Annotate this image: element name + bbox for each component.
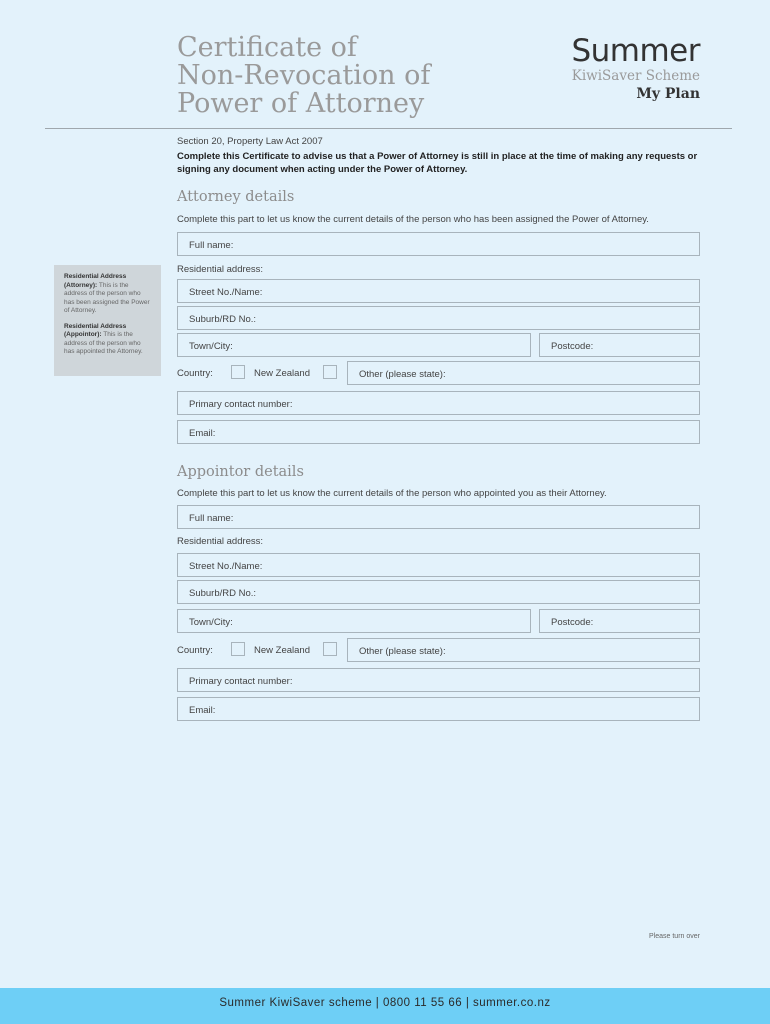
attorney-country-label: Country: (177, 368, 213, 379)
appointor-full-name-field[interactable]: Full name: (177, 505, 700, 529)
appointor-country-row (177, 638, 700, 662)
brand-name: Summer (571, 33, 700, 69)
turn-over-note: Please turn over (649, 933, 700, 940)
sidenote-appointor-text: This is the address of the person who has appointed the Attorney. (64, 331, 143, 355)
appointor-town-field[interactable]: Town/City: (177, 609, 531, 633)
attorney-street-field[interactable]: Street No./Name: (177, 279, 700, 303)
appointor-phone-field[interactable]: Primary contact number: (177, 668, 700, 692)
attorney-full-name-field[interactable]: Full name: (177, 232, 700, 256)
intro-text: Complete this Certificate to advise us that a Power of Attorney is still in place at the time of making any requests or signing any document when acting under the Power of Attorney. (177, 151, 698, 175)
appointor-description: Complete this part to let us know the current details of the person who appointed you as their Attorney. (177, 488, 607, 499)
title-line-2: Non-Revocation of (177, 60, 431, 91)
appointor-address-label: Residential address: (177, 536, 264, 547)
sidenote-appointor (64, 323, 151, 357)
appointor-heading: Appointor details (177, 464, 304, 480)
footer-bar: Summer KiwiSaver scheme | 0800 11 55 66 | summer.co.nz (0, 988, 770, 1024)
appointor-nz-checkbox[interactable] (231, 642, 245, 656)
brand-plan: My Plan (636, 86, 700, 102)
appointor-country-label: Country: (177, 645, 213, 656)
attorney-nz-label: New Zealand (254, 368, 310, 379)
title-line-1: Certificate of (177, 32, 357, 63)
appointor-street-field[interactable]: Street No./Name: (177, 553, 700, 577)
appointor-nz-label: New Zealand (254, 645, 310, 656)
attorney-phone-field[interactable]: Primary contact number: (177, 391, 700, 415)
section-reference: Section 20, Property Law Act 2007 (177, 136, 323, 147)
attorney-postcode-field[interactable]: Postcode: (539, 333, 700, 357)
appointor-postcode-field[interactable]: Postcode: (539, 609, 700, 633)
appointor-suburb-field[interactable]: Suburb/RD No.: (177, 580, 700, 604)
document-title (177, 34, 430, 118)
title-line-3: Power of Attorney (177, 88, 425, 119)
attorney-suburb-field[interactable]: Suburb/RD No.: (177, 306, 700, 330)
appointor-email-field[interactable]: Email: (177, 697, 700, 721)
attorney-other-checkbox[interactable] (323, 365, 337, 379)
appointor-other-field[interactable]: Other (please state): (347, 638, 700, 662)
attorney-other-field[interactable]: Other (please state): (347, 361, 700, 385)
attorney-nz-checkbox[interactable] (231, 365, 245, 379)
appointor-other-checkbox[interactable] (323, 642, 337, 656)
sidenote-attorney (64, 273, 151, 316)
attorney-address-label: Residential address: (177, 264, 264, 275)
attorney-email-field[interactable]: Email: (177, 420, 700, 444)
brand-logo (571, 34, 700, 103)
attorney-country-row (177, 361, 700, 385)
header-divider (45, 128, 732, 129)
sidenote-attorney-text: This is the address of the person who has been assigned the Power of Attorney. (64, 281, 150, 314)
attorney-heading: Attorney details (177, 189, 295, 205)
brand-scheme: KiwiSaver Scheme (571, 68, 700, 84)
attorney-town-field[interactable]: Town/City: (177, 333, 531, 357)
sidenote-appointor-bold: Residential Address (Appointor): (64, 322, 127, 338)
attorney-description: Complete this part to let us know the current details of the person who has been assigned the Power of Attorney. (177, 214, 649, 225)
sidenote-attorney-bold: Residential Address (Attorney): (64, 273, 127, 289)
sidenote-box (54, 265, 161, 376)
